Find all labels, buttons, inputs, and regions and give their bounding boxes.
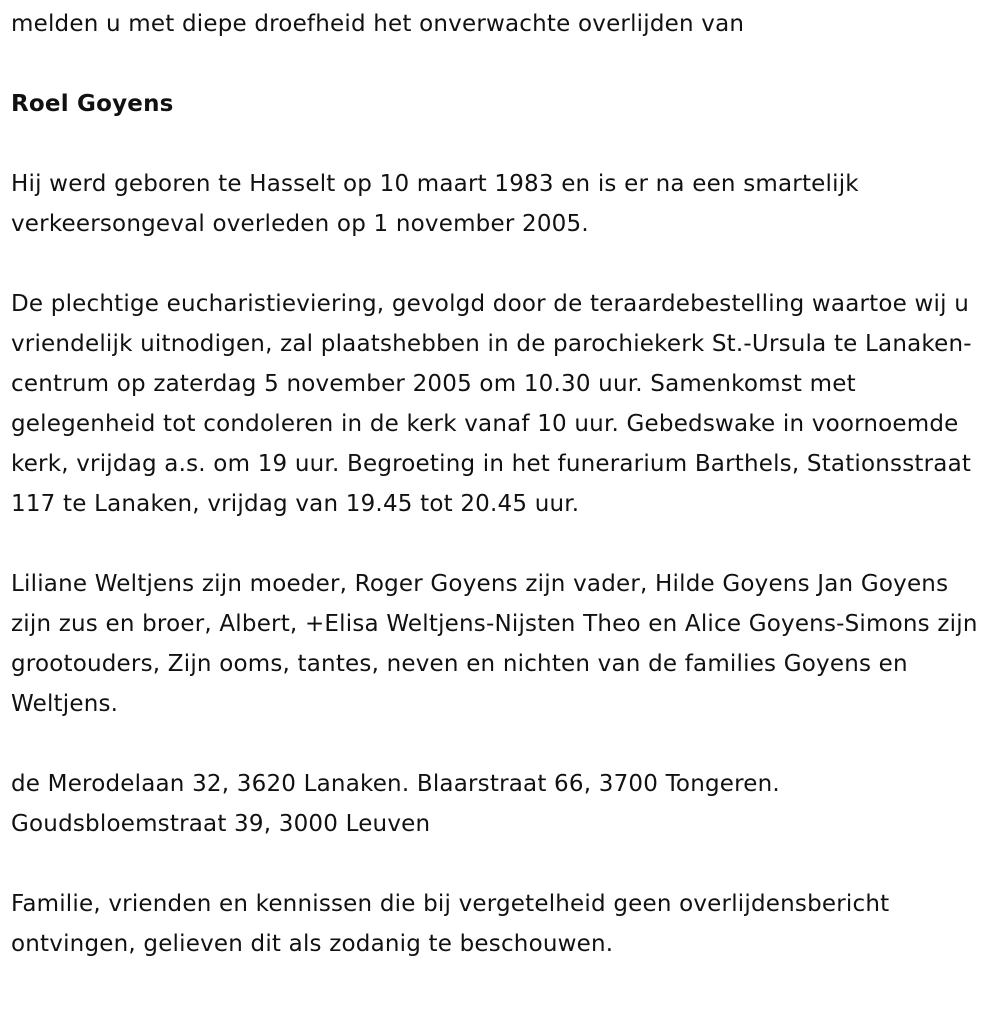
addresses-paragraph bbox=[11, 764, 991, 844]
birth-death-paragraph: Hij werd geboren te Hasselt op 10 maart 1983 en is er na een smartelijk verkeersongeval overleden op 1 november 2005. bbox=[11, 171, 859, 237]
deceased-name: Roel Goyens bbox=[11, 91, 174, 117]
addresses-line-2: Goudsbloemstraat 39, 3000 Leuven bbox=[11, 811, 431, 837]
intro-text: melden u met diepe droefheid het onverwachte overlijden van bbox=[11, 11, 745, 37]
obituary-document bbox=[11, 4, 991, 964]
closing-paragraph: Familie, vrienden en kennissen die bij vergetelheid geen overlijdensbericht ontvingen, gelieven dit als zodanig te beschouwen. bbox=[11, 891, 890, 957]
funeral-service-paragraph: De plechtige eucharistieviering, gevolgd door de teraardebestelling waartoe wij u vriendelijk uitnodigen, zal plaatshebben in de parochiekerk St.-Ursula te Lanaken-centrum op zaterdag 5 november 2005 om 10.30 uur. Samenkomst met gelegenheid tot condoleren in de kerk vanaf 10 uur. Gebedswake in voornoemde kerk, vrijdag a.s. om 19 uur. Begroeting in het funerarium Barthels, Stationsstraat 117 te Lanaken, vrijdag van 19.45 tot 20.45 uur. bbox=[11, 291, 972, 517]
family-paragraph: Liliane Weltjens zijn moeder, Roger Goyens zijn vader, Hilde Goyens Jan Goyens zijn zus en broer, Albert, +Elisa Weltjens-Nijsten Theo en Alice Goyens-Simons zijn grootouders, Zijn ooms, tantes, neven en nichten van de families Goyens en Weltjens. bbox=[11, 571, 978, 717]
addresses-line-1: de Merodelaan 32, 3620 Lanaken. Blaarstraat 66, 3700 Tongeren. bbox=[11, 771, 780, 797]
